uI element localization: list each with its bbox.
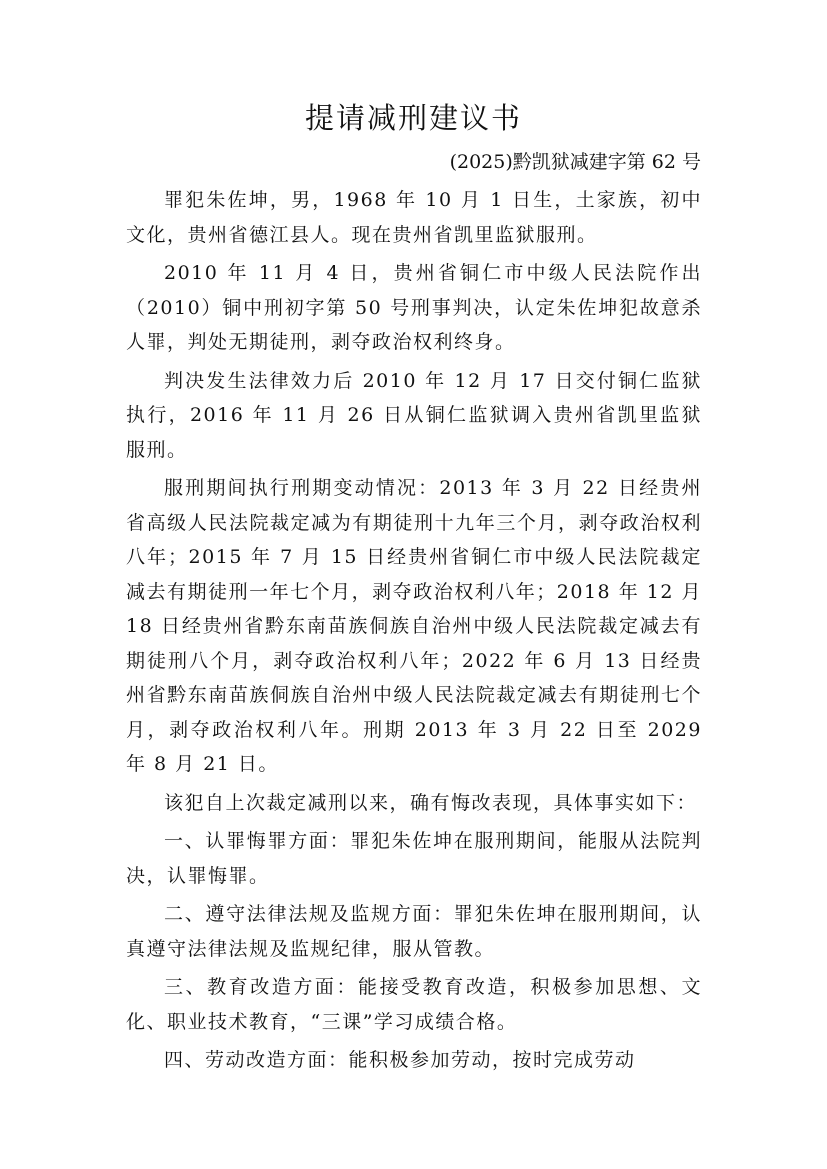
paragraph-sentence-changes: 服刑期间执行刑期变动情况：2013 年 3 月 22 日经贵州省高级人民法院裁定减为有期徒刑十九年三个月，剥夺政治权利八年；2015 年 7 月 15 日经贵州省铜仁市中级人民法院裁定减去有期徒刑一年七个月，剥夺政治权利八年；2018 年 12 月 18 日经贵州省黔东南苗族侗族自治州中级人民法院裁定减去有期徒刑八个月，剥夺政治权利八年；2022 年 6 月 13 日经贵州省黔东南苗族侗族自治州中级人民法院裁定减去有期徒刑七个月，剥夺政治权利八年。刑期 2013 年 3 月 22 日至 2029 年 8 月 21 日。	[126, 477, 702, 775]
paragraph-transfer: 判决发生法律效力后 2010 年 12 月 17 日交付铜仁监狱执行，2016 年 11 月 26 日从铜仁监狱调入贵州省凯里监狱服刑。	[126, 369, 702, 461]
paragraph-facts-intro: 该犯自上次裁定减刑以来，确有悔改表现，具体事实如下：	[164, 791, 698, 814]
document-number: (2025)黔凯狱减建字第 62 号	[449, 151, 701, 173]
paragraph-remorse: 一、认罪悔罪方面：罪犯朱佐坤在服刑期间，能服从法院判决，认罪悔罪。	[126, 830, 702, 887]
paragraph-personal-info: 罪犯朱佐坤，男，1968 年 10 月 1 日生，土家族，初中文化，贵州省德江县人。现在贵州省凯里监狱服刑。	[126, 189, 702, 246]
paragraph-education: 三、教育改造方面：能接受教育改造，积极参加思想、文化、职业技术教育，“三课”学习成绩合格。	[126, 976, 702, 1033]
document-title: 提请减刑建议书	[304, 101, 522, 135]
paragraph-discipline: 二、遵守法律法规及监规方面：罪犯朱佐坤在服刑期间，认真遵守法律法规及监规纪律，服从管教。	[126, 903, 702, 960]
paragraph-original-judgment: 2010 年 11 月 4 日，贵州省铜仁市中级人民法院作出（2010）铜中刑初字第 50 号刑事判决，认定朱佐坤犯故意杀人罪，判处无期徒刑，剥夺政治权利终身。	[126, 262, 702, 353]
paragraph-labor: 四、劳动改造方面：能积极参加劳动，按时完成劳动	[164, 1049, 636, 1071]
document-body	[126, 183, 702, 1082]
